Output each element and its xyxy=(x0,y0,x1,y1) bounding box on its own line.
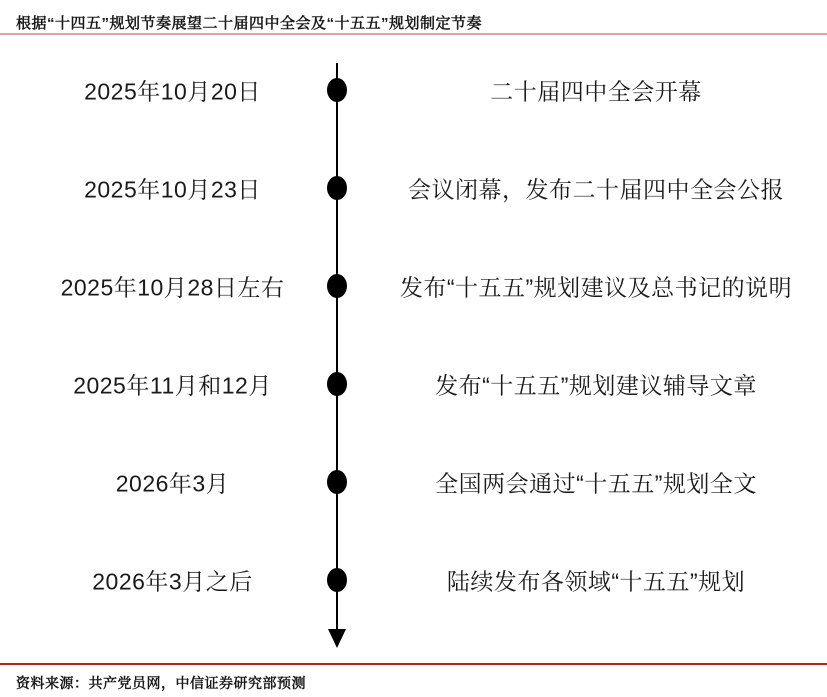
timeline-date: 2026年3月之后 xyxy=(92,568,253,595)
timeline-arrowhead-icon xyxy=(328,629,346,648)
timeline-node-dot xyxy=(327,78,347,102)
timeline-date: 2025年10月23日 xyxy=(84,176,261,203)
timeline-diagram xyxy=(0,41,827,651)
source-note: 资料来源：共产党员网，中信证券研究部预测 xyxy=(16,675,306,691)
timeline-row xyxy=(0,433,827,531)
timeline-node-dot xyxy=(327,470,347,494)
timeline-event: 发布“十五五”规划建议及总书记的说明 xyxy=(399,274,793,301)
timeline-event: 全国两会通过“十五五”规划全文 xyxy=(435,470,757,497)
timeline-row xyxy=(0,531,827,629)
timeline-event: 发布“十五五”规划建议辅导文章 xyxy=(435,372,757,399)
timeline-node-dot xyxy=(327,568,347,592)
timeline-event: 会议闭幕，发布二十届四中全会公报 xyxy=(408,176,784,203)
timeline-rows xyxy=(0,41,827,629)
footer-rule xyxy=(0,663,827,665)
timeline-date: 2025年10月20日 xyxy=(84,78,261,105)
timeline-date: 2026年3月 xyxy=(115,470,230,497)
timeline-date: 2025年11月和12月 xyxy=(73,372,272,399)
timeline-node-dot xyxy=(327,176,347,200)
timeline-row xyxy=(0,139,827,237)
timeline-node-dot xyxy=(327,372,347,396)
timeline-row xyxy=(0,41,827,139)
timeline-node-dot xyxy=(327,274,347,298)
timeline-row xyxy=(0,335,827,433)
timeline-date: 2025年10月28日左右 xyxy=(60,274,285,301)
timeline-event: 二十届四中全会开幕 xyxy=(490,78,702,105)
figure-title: 根据“十四五”规划节奏展望二十届四中全会及“十五五”规划制定节奏 xyxy=(16,15,483,32)
timeline-row xyxy=(0,237,827,335)
timeline-event: 陆续发布各领域“十五五”规划 xyxy=(446,568,746,595)
title-underline-rule xyxy=(0,33,827,35)
